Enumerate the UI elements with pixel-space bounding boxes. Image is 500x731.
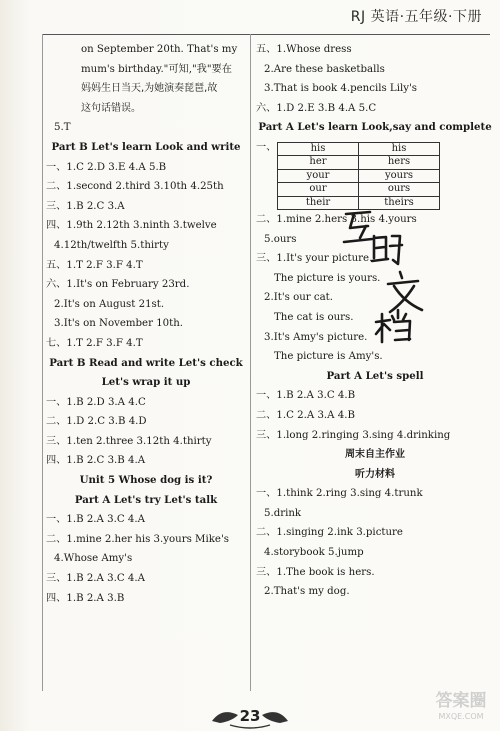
answer-line: 5.T — [54, 122, 71, 134]
watermark-sub: MXQE.COM — [438, 712, 484, 721]
answer-line: 4.storybook 5.jump — [264, 547, 364, 559]
table-cell: his — [359, 142, 440, 156]
answer-line: Part A Let's try Let's talk — [74, 493, 218, 506]
answer-line: 二、1.mine 2.her his 3.yours Mike's — [46, 533, 229, 545]
answer-line: 一、1.B 2.D 3.A 4.C — [46, 396, 146, 408]
answer-line: 四、1.9th 2.12th 3.ninth 3.twelve — [46, 220, 217, 232]
table-row — [278, 142, 440, 156]
answer-line: 三、1.The book is hers. — [256, 566, 375, 578]
answer-line: Part B Read and write Let's check — [49, 356, 243, 369]
answer-line: 六、1.It's on February 23rd. — [46, 279, 190, 291]
pronoun-table — [277, 142, 440, 211]
handwritten-stamp — [340, 206, 430, 346]
table-row — [278, 183, 440, 197]
table-cell: your — [278, 169, 359, 183]
table-cell: ours — [359, 183, 440, 197]
answer-line: 二、1.mine 2.hers 3.his 4.yours — [256, 213, 417, 225]
page-header: RJ 英语·五年级·下册 — [350, 9, 482, 25]
answer-line: 5.drink — [264, 507, 302, 519]
answer-line: 3.That is book 4.pencils Lily's — [264, 83, 417, 95]
answer-line: Part A Let's spell — [326, 369, 424, 382]
answer-line: The picture is Amy's. — [274, 351, 383, 363]
answer-line: 二、1.singing 2.ink 3.picture — [256, 527, 403, 539]
answer-line: 妈妈生日当天,为她演奏琵琶,故 — [81, 83, 218, 95]
answer-line: 2.Are these basketballs — [264, 63, 385, 75]
answer-line: on September 20th. That's my — [81, 44, 238, 55]
table-cell: their — [278, 196, 359, 210]
answer-line: 三、1.B 2.C 3.A — [46, 200, 125, 212]
answer-line: 2.It's our cat. — [264, 292, 334, 304]
right-top-lines — [256, 40, 494, 138]
answer-line: 这句话错误。 — [81, 102, 141, 114]
left-margin-rule — [42, 34, 43, 691]
answer-line: 3.It's on November 10th. — [54, 318, 184, 330]
table-row — [278, 169, 440, 183]
answer-line: 七、1.T 2.F 3.F 4.T — [46, 337, 143, 349]
answer-line: Unit 5 Whose dog is it? — [79, 474, 213, 487]
table-section-label: 一、 — [256, 141, 277, 153]
answer-line: 二、1.C 2.A 3.A 4.B — [256, 409, 355, 421]
watermark-main: 答案圈 — [435, 691, 487, 711]
table-row — [278, 156, 440, 170]
answer-line: 周末自主作业 — [345, 449, 405, 461]
answer-line: 4.12th/twelfth 5.thirty — [54, 239, 169, 251]
answer-line: The cat is ours. — [274, 311, 354, 323]
table-cell: hers — [359, 156, 440, 170]
answer-line: 三、1.B 2.A 3.C 4.A — [46, 573, 145, 585]
answer-line: Part A Let's learn Look,say and complete — [258, 121, 492, 134]
header-rule — [42, 34, 490, 35]
answer-line: 二、1.second 2.third 3.10th 4.25th — [46, 181, 224, 193]
answer-line: 一、1.think 2.ring 3.sing 4.trunk — [256, 488, 423, 500]
answer-line: 四、1.B 2.C 3.B 4.A — [46, 455, 146, 467]
table-cell: theirs — [359, 196, 440, 210]
column-divider — [250, 34, 251, 691]
answer-line: 三、1.long 2.ringing 3.sing 4.drinking — [256, 429, 451, 441]
answer-line: 六、1.D 2.E 3.B 4.A 5.C — [256, 102, 377, 114]
answer-line: 听力材料 — [355, 468, 395, 480]
answer-line: 一、1.B 2.A 3.C 4.B — [256, 390, 356, 402]
answer-line: 一、1.B 2.A 3.C 4.A — [46, 514, 145, 526]
table-cell: yours — [359, 169, 440, 183]
answer-line: mum's birthday."可知,"我"要在 — [81, 63, 232, 75]
answer-line: 2.It's on August 21st. — [54, 298, 165, 310]
answer-line: 五、1.Whose dress — [256, 44, 352, 55]
answer-line: 4.Whose Amy's — [54, 553, 133, 565]
table-cell: his — [278, 142, 359, 156]
answer-line: 四、1.B 2.A 3.B — [46, 592, 125, 604]
answer-line: 二、1.D 2.C 3.B 4.D — [46, 416, 147, 428]
answer-line: Let's wrap it up — [101, 376, 191, 389]
answer-line: 2.That's my dog. — [264, 586, 350, 598]
answer-line: 3.It's Amy's picture. — [264, 331, 368, 343]
left-column — [46, 40, 246, 608]
answer-line: The picture is yours. — [274, 272, 381, 284]
watermark-logo — [430, 693, 492, 727]
answer-line: Part B Let's learn Look and write — [51, 140, 241, 153]
pronoun-table-block — [256, 138, 494, 210]
answer-line: 一、1.C 2.D 3.E 4.A 5.B — [46, 161, 167, 173]
table-cell: her — [278, 156, 359, 170]
answer-line: 5.ours — [264, 233, 297, 245]
answer-line: 五、1.T 2.F 3.F 4.T — [46, 259, 143, 271]
page-number: 23 — [239, 707, 261, 725]
table-cell: our — [278, 183, 359, 197]
answer-line: 三、1.ten 2.three 3.12th 4.thirty — [46, 435, 212, 447]
answer-line: 三、1.It's your picture. — [256, 253, 373, 265]
